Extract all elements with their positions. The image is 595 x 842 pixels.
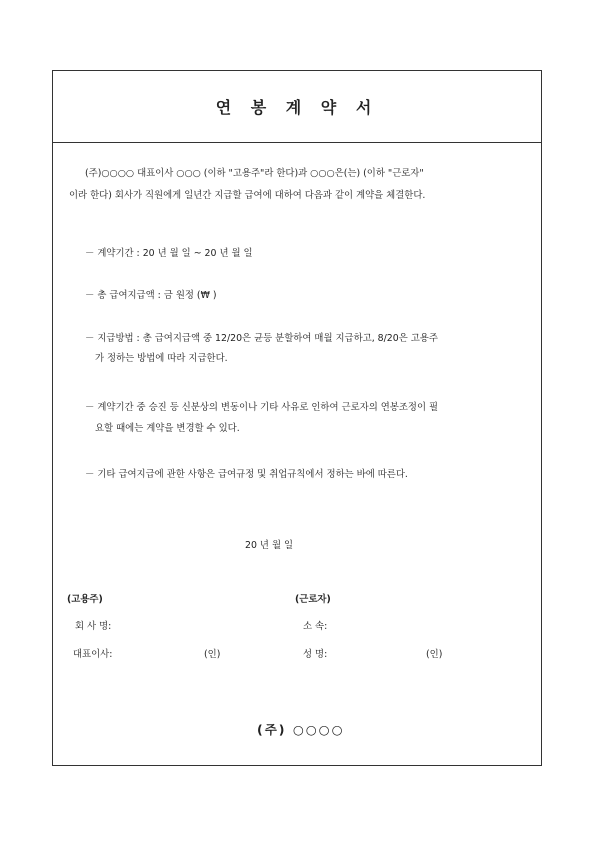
intro-line-2: 이라 한다) 회사가 직원에게 일년간 지급할 급여에 대하여 다음과 같이 계약을 체결한다. (69, 190, 426, 201)
document-title: 연 봉 계 약 서 (215, 98, 379, 117)
clause-contract-change-line-2: 요할 때에는 계약을 변경할 수 있다. (95, 423, 240, 434)
employee-name-label: 성 명: (303, 649, 328, 660)
employee-heading: (근로자) (295, 594, 331, 605)
employer-company-label: 회 사 명: (75, 621, 112, 632)
clause-total-pay: － 총 급여지급액 : 금 원정 (₩ ) (85, 290, 217, 301)
employer-seal: (인) (204, 649, 221, 660)
clause-payment-method-line-1: － 지급방법 : 총 급여지급액 중 12/20은 균등 분할하여 매월 지급하고, 8/20은 고용주 (85, 333, 438, 344)
employee-seal: (인) (426, 649, 443, 660)
contract-frame (52, 70, 542, 766)
employer-ceo-label: 대표이사: (73, 649, 113, 660)
clause-other: － 기타 급여지급에 관한 사항은 급여규정 및 취업규칙에서 정하는 바에 따른다. (85, 469, 408, 480)
clause-contract-change-line-1: － 계약기간 중 승진 등 신분상의 변동이나 기타 사유로 인하여 근로자의 연봉조정이 필 (85, 402, 439, 413)
company-name: (주) ○○○○ (257, 722, 345, 737)
title-row (53, 71, 541, 143)
employee-dept-label: 소 속: (303, 621, 328, 632)
intro-line-1: (주)○○○○ 대표이사 ○○○ (이하 "고용주"라 한다)과 ○○○은(는) (이하 "근로자" (85, 168, 424, 179)
employer-heading: (고용주) (67, 594, 103, 605)
signing-date: 20 년 월 일 (245, 540, 294, 551)
clause-contract-period: － 계약기간 : 20 년 월 일 ~ 20 년 월 일 (85, 248, 253, 259)
clause-payment-method-line-2: 가 정하는 방법에 따라 지급한다. (95, 353, 228, 364)
